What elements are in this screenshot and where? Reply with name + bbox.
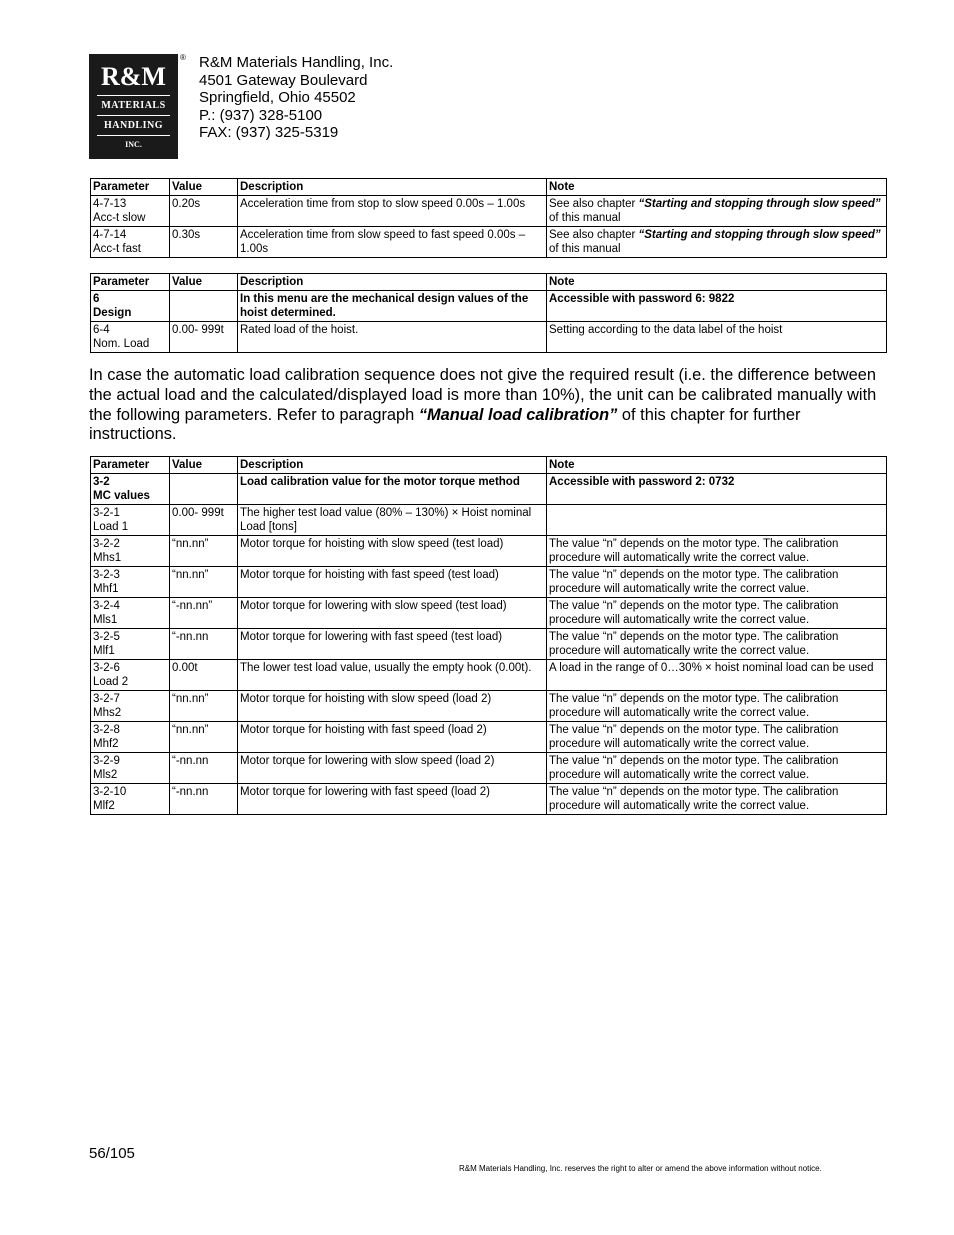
- note-cell: Accessible with password 2: 0732: [547, 474, 887, 505]
- description-cell: Acceleration time from stop to slow speed 0.00s – 1.00s: [238, 196, 547, 227]
- table-row: [91, 474, 887, 505]
- parameter-code: 3-2-4: [93, 600, 120, 612]
- header-note: Note: [547, 457, 887, 474]
- page-number: 56/105: [89, 1145, 135, 1162]
- header-parameter: Parameter: [91, 274, 170, 291]
- value-cell: “nn.nn”: [170, 536, 238, 567]
- parameter-code: 3-2-1: [93, 507, 120, 519]
- parameter-code: 3-2: [93, 476, 110, 488]
- street-address: 4501 Gateway Boulevard: [199, 71, 368, 89]
- parameter-code: 4-7-14: [93, 229, 127, 241]
- table-row: [91, 567, 887, 598]
- value-cell: 0.00- 999t: [170, 322, 238, 353]
- parameter-cell: [91, 505, 170, 536]
- parameter-cell: [91, 474, 170, 505]
- value-cell: “-nn.nn: [170, 753, 238, 784]
- value-cell: 0.20s: [170, 196, 238, 227]
- note-cell: The value “n” depends on the motor type. The calibration procedure will automatically write the correct value.: [547, 598, 887, 629]
- company-address: [199, 54, 393, 142]
- note-cell: [547, 505, 887, 536]
- header-note: Note: [547, 274, 887, 291]
- parameter-cell: [91, 660, 170, 691]
- note-cell: [547, 196, 887, 227]
- header-description: Description: [238, 179, 547, 196]
- table-header-row: [91, 179, 887, 196]
- parameter-code: 3-2-8: [93, 724, 120, 736]
- value-cell: “nn.nn”: [170, 722, 238, 753]
- description-cell: Motor torque for hoisting with fast speed (test load): [238, 567, 547, 598]
- description-cell: Motor torque for lowering with slow speed (test load): [238, 598, 547, 629]
- table-row: [91, 753, 887, 784]
- logo-monogram: R&M: [101, 62, 166, 91]
- table-row: [91, 722, 887, 753]
- parameter-code: 6-4: [93, 324, 110, 336]
- table-row: [91, 629, 887, 660]
- table-row: [91, 598, 887, 629]
- note-cell: The value “n” depends on the motor type. The calibration procedure will automatically write the correct value.: [547, 536, 887, 567]
- parameter-name: Design: [93, 307, 132, 319]
- description-cell: In this menu are the mechanical design values of the hoist determined.: [238, 291, 547, 322]
- paragraph-text: In case the automatic load calibration sequence does not give the required result (i.e. the difference between the actual load and the calculated/displayed load is more than 10%), the unit can be calibrated manually with the following parameters. Refer to paragraph: [89, 366, 877, 424]
- logo-divider: [97, 135, 170, 136]
- table-row: [91, 536, 887, 567]
- mc-values-table: [90, 456, 887, 815]
- table-row: [91, 291, 887, 322]
- table-header-row: [91, 274, 887, 291]
- parameter-code: 3-2-7: [93, 693, 120, 705]
- value-cell: [170, 291, 238, 322]
- note-cell: The value “n” depends on the motor type. The calibration procedure will automatically write the correct value.: [547, 629, 887, 660]
- fax-number: FAX: (937) 325-5319: [199, 124, 339, 142]
- note-text: See also chapter: [549, 198, 639, 210]
- parameter-cell: [91, 227, 170, 258]
- note-cell: A load in the range of 0…30% × hoist nominal load can be used: [547, 660, 887, 691]
- header-description: Description: [238, 274, 547, 291]
- header-parameter: Parameter: [91, 457, 170, 474]
- note-cell: The value “n” depends on the motor type. The calibration procedure will automatically write the correct value.: [547, 691, 887, 722]
- parameter-name: Mlf2: [93, 800, 115, 812]
- value-cell: [170, 474, 238, 505]
- header-note: Note: [547, 179, 887, 196]
- parameter-cell: [91, 722, 170, 753]
- parameter-code: 4-7-13: [93, 198, 127, 210]
- parameter-name: Mls2: [93, 769, 118, 781]
- table-row: [91, 784, 887, 815]
- note-cell: The value “n” depends on the motor type. The calibration procedure will automatically write the correct value.: [547, 567, 887, 598]
- parameter-name: Load 2: [93, 676, 129, 688]
- value-cell: “-nn.nn: [170, 784, 238, 815]
- logo-line-materials: MATERIALS: [101, 100, 166, 111]
- parameter-cell: [91, 784, 170, 815]
- logo-divider: [97, 115, 170, 116]
- description-cell: Motor torque for lowering with fast speed (test load): [238, 629, 547, 660]
- logo-line-handling: HANDLING: [103, 120, 163, 131]
- note-cell: Accessible with password 6: 9822: [547, 291, 887, 322]
- description-cell: Motor torque for hoisting with slow speed (load 2): [238, 691, 547, 722]
- company-name: R&M Materials Handling, Inc.: [199, 54, 394, 71]
- parameter-cell: [91, 567, 170, 598]
- logo-line-inc: INC.: [125, 140, 142, 149]
- value-cell: 0.00- 999t: [170, 505, 238, 536]
- parameter-name: Mhf1: [93, 583, 119, 595]
- table-row: [91, 691, 887, 722]
- note-cell: Setting according to the data label of the hoist: [547, 322, 887, 353]
- acceleration-table: [90, 178, 887, 258]
- registered-mark: ®: [180, 53, 186, 62]
- parameter-name: Mhs2: [93, 707, 122, 719]
- description-cell: The higher test load value (80% – 130%) × Hoist nominal Load [tons]: [238, 505, 547, 536]
- note-chapter-ref: “Starting and stopping through slow speed”: [638, 198, 881, 210]
- description-cell: Load calibration value for the motor torque method: [238, 474, 547, 505]
- table-row: [91, 227, 887, 258]
- parameter-cell: [91, 691, 170, 722]
- parameter-code: 3-2-5: [93, 631, 120, 643]
- header-value: Value: [170, 457, 238, 474]
- parameter-code: 6: [93, 293, 100, 305]
- parameter-code: 3-2-9: [93, 755, 120, 767]
- value-cell: 0.00t: [170, 660, 238, 691]
- note-text: See also chapter: [549, 229, 639, 241]
- parameter-name: MC values: [93, 490, 150, 502]
- parameter-cell: [91, 196, 170, 227]
- value-cell: “-nn.nn: [170, 629, 238, 660]
- logo-divider: [97, 95, 170, 96]
- footer-disclaimer: R&M Materials Handling, Inc. reserves the right to alter or amend the above information without notice.: [459, 1164, 822, 1173]
- note-chapter-ref: “Starting and stopping through slow speed”: [638, 229, 881, 241]
- note-cell: The value “n” depends on the motor type. The calibration procedure will automatically write the correct value.: [547, 784, 887, 815]
- parameter-name: Mhf2: [93, 738, 119, 750]
- header-value: Value: [170, 274, 238, 291]
- parameter-name: Acc-t slow: [93, 212, 146, 224]
- value-cell: “nn.nn”: [170, 567, 238, 598]
- parameter-code: 3-2-2: [93, 538, 120, 550]
- header-value: Value: [170, 179, 238, 196]
- phone-number: P.: (937) 328-5100: [199, 106, 323, 124]
- table-row: [91, 322, 887, 353]
- value-cell: “-nn.nn”: [170, 598, 238, 629]
- paragraph-text: of this chapter for further instructions.: [89, 405, 801, 444]
- description-cell: Acceleration time from slow speed to fast speed 0.00s – 1.00s: [238, 227, 547, 258]
- table-row: [91, 196, 887, 227]
- parameter-name: Nom. Load: [93, 338, 150, 350]
- company-logo: [89, 54, 178, 159]
- header-description: Description: [238, 457, 547, 474]
- parameter-cell: [91, 598, 170, 629]
- parameter-cell: [91, 536, 170, 567]
- note-cell: The value “n” depends on the motor type. The calibration procedure will automatically write the correct value.: [547, 722, 887, 753]
- design-table: [90, 273, 887, 353]
- table-row: [91, 660, 887, 691]
- note-cell: The value “n” depends on the motor type. The calibration procedure will automatically write the correct value.: [547, 753, 887, 784]
- description-cell: Motor torque for lowering with fast speed (load 2): [238, 784, 547, 815]
- description-cell: Motor torque for hoisting with slow speed (test load): [238, 536, 547, 567]
- note-text: of this manual: [549, 212, 621, 224]
- parameter-code: 3-2-3: [93, 569, 120, 581]
- table-row: [91, 505, 887, 536]
- description-cell: The lower test load value, usually the empty hook (0.00t).: [238, 660, 547, 691]
- parameter-name: Load 1: [93, 521, 129, 533]
- value-cell: “nn.nn”: [170, 691, 238, 722]
- description-cell: Motor torque for lowering with slow speed (load 2): [238, 753, 547, 784]
- calibration-paragraph: [89, 366, 889, 445]
- parameter-cell: [91, 291, 170, 322]
- parameter-cell: [91, 753, 170, 784]
- header-parameter: Parameter: [91, 179, 170, 196]
- city-address: Springfield, Ohio 45502: [199, 89, 356, 107]
- parameter-name: Mls1: [93, 614, 118, 626]
- value-cell: 0.30s: [170, 227, 238, 258]
- parameter-cell: [91, 629, 170, 660]
- parameter-code: 3-2-6: [93, 662, 120, 674]
- description-cell: Motor torque for hoisting with fast speed (load 2): [238, 722, 547, 753]
- parameter-name: Mlf1: [93, 645, 115, 657]
- parameter-name: Acc-t fast: [93, 243, 141, 255]
- parameter-code: 3-2-10: [93, 786, 127, 798]
- note-text: of this manual: [549, 243, 621, 255]
- parameter-name: Mhs1: [93, 552, 122, 564]
- paragraph-reference: “Manual load calibration”: [418, 405, 618, 424]
- table-header-row: [91, 457, 887, 474]
- description-cell: Rated load of the hoist.: [238, 322, 547, 353]
- parameter-cell: [91, 322, 170, 353]
- note-cell: [547, 227, 887, 258]
